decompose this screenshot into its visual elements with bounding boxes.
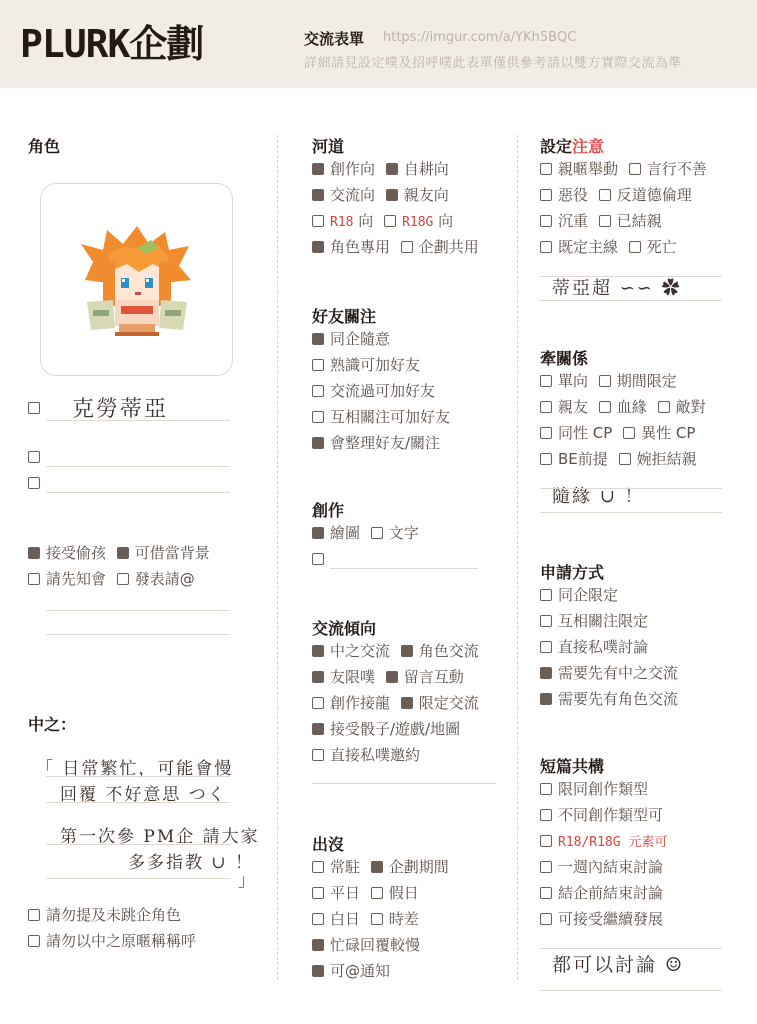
header-band — [0, 0, 757, 88]
short-option-0[interactable]: 限同創作類型 — [540, 778, 648, 800]
settings-option[interactable]: 死亡 — [629, 238, 677, 256]
friends-option-2[interactable]: 交流過可加好友 — [312, 380, 435, 402]
settings-row-0 — [540, 158, 713, 180]
settings-line-2 — [540, 300, 722, 301]
tendency-option[interactable]: 角色交流 — [401, 642, 479, 660]
short-title: 短篇共構 — [540, 757, 605, 776]
character-avatar — [41, 184, 232, 375]
checkbox-icon — [540, 215, 552, 227]
role-option-1[interactable]: 可借當背景 — [117, 544, 210, 562]
appear-title: 出沒 — [312, 835, 345, 854]
checkbox-icon — [312, 527, 324, 539]
river-row-2 — [312, 210, 459, 232]
checkbox-icon — [117, 547, 129, 559]
plurk-logo: PLURK企劃 — [20, 22, 204, 66]
checkbox-icon — [312, 411, 324, 423]
checkbox-icon — [386, 671, 398, 683]
appear-option[interactable]: 企劃期間 — [371, 858, 449, 876]
player-note-line-2: 回覆 不好意思 つく — [60, 785, 227, 805]
apply-option-0[interactable]: 同企限定 — [540, 584, 618, 606]
checkbox-icon — [540, 615, 552, 627]
relations-option[interactable]: 敵對 — [658, 398, 706, 416]
short-line-1 — [540, 948, 722, 949]
checkbox-icon — [312, 385, 324, 397]
tendency-title: 交流傾向 — [312, 619, 377, 638]
checkbox-icon — [623, 427, 635, 439]
appear-option[interactable]: 假日 — [371, 884, 419, 902]
relations-option[interactable]: 單向 — [540, 372, 588, 390]
creation-blank-line[interactable] — [330, 568, 478, 569]
tendency-blank-line[interactable] — [312, 783, 496, 784]
role-name-line — [46, 420, 230, 421]
checkbox-icon — [371, 913, 383, 925]
creation-row — [312, 522, 425, 544]
settings-option[interactable]: 反道德倫理 — [599, 186, 692, 204]
relations-title: 牽關係 — [540, 349, 589, 368]
friends-option-3[interactable]: 互相關注可加好友 — [312, 406, 450, 428]
role-option-2[interactable]: 請先知會 — [28, 570, 106, 588]
appear-row-0 — [312, 856, 455, 878]
settings-option[interactable]: 惡役 — [540, 186, 588, 204]
checkbox-icon — [371, 887, 383, 899]
relations-option[interactable]: 親友 — [540, 398, 588, 416]
tendency-option[interactable]: 友限噗 — [312, 668, 375, 686]
checkbox-icon — [312, 697, 324, 709]
short-option-4[interactable]: 結企前結束討論 — [540, 882, 663, 904]
role-blank-checkbox-2[interactable] — [28, 477, 40, 489]
settings-option[interactable]: 既定主線 — [540, 238, 618, 256]
settings-option[interactable]: 親暱舉動 — [540, 160, 618, 178]
relations-row-3 — [540, 448, 703, 470]
checkbox-icon — [599, 375, 611, 387]
relations-option[interactable]: BE前提 — [540, 450, 608, 468]
checkbox-icon — [312, 333, 324, 345]
relations-option[interactable]: 婉拒結親 — [619, 450, 697, 468]
apply-option-2[interactable]: 直接私噗討論 — [540, 636, 648, 658]
column-divider-left — [277, 135, 278, 980]
checkbox-icon — [540, 809, 552, 821]
player-note-line-rule-3 — [46, 844, 230, 845]
checkbox-icon — [540, 693, 552, 705]
creation-blank-row — [312, 548, 330, 570]
checkbox-icon — [540, 783, 552, 795]
checkbox-icon — [540, 453, 552, 465]
checkbox-icon — [312, 913, 324, 925]
tendency-row-1 — [312, 666, 470, 688]
relations-handwritten-note: 隨緣 ∪ ！ — [552, 486, 645, 507]
settings-option[interactable]: 已結親 — [599, 212, 662, 230]
checkbox-icon — [540, 375, 552, 387]
checkbox-icon — [312, 749, 324, 761]
role-name-checkbox[interactable] — [28, 402, 40, 414]
relations-row-0 — [540, 370, 683, 392]
checkbox-icon — [28, 935, 40, 947]
checkbox-icon — [401, 697, 413, 709]
river-option[interactable]: 創作向 — [312, 160, 375, 178]
apply-option-3[interactable]: 需要先有中之交流 — [540, 662, 678, 684]
player-note-line-rule-2 — [46, 802, 230, 803]
checkbox-icon — [312, 939, 324, 951]
tendency-row-2 — [312, 692, 485, 714]
checkbox-icon — [312, 189, 324, 201]
settings-option[interactable]: 言行不善 — [629, 160, 707, 178]
checkbox-icon — [540, 887, 552, 899]
player-rule-0[interactable]: 請勿提及未跳企角色 — [28, 904, 181, 926]
river-row-1 — [312, 184, 455, 206]
role-options-row-1 — [28, 542, 216, 564]
player-note-close-quote: 」 — [238, 871, 257, 891]
creation-option[interactable]: 文字 — [371, 524, 419, 542]
relations-option[interactable]: 異性 CP — [623, 424, 695, 442]
appear-row-1 — [312, 882, 425, 904]
checkbox-icon — [540, 835, 552, 847]
checkbox-icon — [312, 359, 324, 371]
role-blank-checkbox-1[interactable] — [28, 451, 40, 463]
checkbox-icon — [28, 573, 40, 585]
short-option-3[interactable]: 一週內結束討論 — [540, 856, 663, 878]
apply-option-4[interactable]: 需要先有角色交流 — [540, 688, 678, 710]
role-blank-line-2[interactable] — [46, 492, 230, 493]
checkbox-icon — [658, 401, 670, 413]
checkbox-icon — [599, 189, 611, 201]
player-note-line-rule-4 — [46, 878, 230, 879]
player-rule-1[interactable]: 請勿以中之原暱稱稱呼 — [28, 930, 196, 952]
role-name-handwritten: 克勞蒂亞 — [72, 397, 169, 422]
checkbox-icon — [540, 913, 552, 925]
checkbox-icon — [28, 909, 40, 921]
relations-row-2 — [540, 422, 701, 444]
checkbox-icon — [401, 645, 413, 657]
checkbox-icon — [312, 437, 324, 449]
settings-handwritten-note: 蒂亞超 ∽∽ ✿ — [552, 278, 682, 299]
player-title: 中之： — [28, 715, 77, 734]
checkbox-icon — [312, 163, 324, 175]
checkbox-icon — [599, 215, 611, 227]
role-option-3[interactable]: 發表請@ — [117, 570, 195, 588]
tendency-row-0 — [312, 640, 485, 662]
creation-option[interactable]: 繪圖 — [312, 524, 360, 542]
tendency-option[interactable]: 限定交流 — [401, 694, 479, 712]
role-blank-row-1 — [28, 446, 46, 468]
settings-row-3 — [540, 236, 683, 258]
checkbox-icon — [540, 189, 552, 201]
relations-line-2 — [540, 512, 722, 513]
checkbox-icon — [540, 861, 552, 873]
role-note-line-2[interactable] — [46, 634, 230, 635]
river-row-0 — [312, 158, 455, 180]
sheet-note: 詳細請見設定噗及招呼噗此表單僅供參考請以雙方實際交流為準 — [304, 56, 683, 71]
checkbox-icon — [540, 427, 552, 439]
short-option-1[interactable]: 不同創作類型可 — [540, 804, 663, 826]
checkbox-icon — [312, 215, 324, 227]
river-option[interactable]: 交流向 — [312, 186, 375, 204]
friends-option-4[interactable]: 會整理好友/關注 — [312, 432, 440, 454]
appear-row-2 — [312, 908, 425, 930]
tendency-option[interactable]: 創作接龍 — [312, 694, 390, 712]
relations-option[interactable]: 期間限定 — [599, 372, 677, 390]
appear-option[interactable]: 時差 — [371, 910, 419, 928]
checkbox-icon — [312, 861, 324, 873]
river-option[interactable]: 角色專用 — [312, 238, 390, 256]
apply-option-1[interactable]: 互相關注限定 — [540, 610, 648, 632]
appear-option[interactable]: 白日 — [312, 910, 360, 928]
checkbox-icon — [629, 241, 641, 253]
apply-title: 申請方式 — [540, 563, 605, 582]
sheet-title: 交流表單 — [304, 30, 365, 48]
checkbox-icon — [540, 401, 552, 413]
settings-row-1 — [540, 184, 698, 206]
checkbox-icon — [540, 163, 552, 175]
settings-option[interactable]: 沉重 — [540, 212, 588, 230]
checkbox-icon — [384, 215, 396, 227]
settings-row-2 — [540, 210, 668, 232]
creation-title: 創作 — [312, 501, 345, 520]
checkbox-icon — [401, 241, 413, 253]
checkbox-icon — [629, 163, 641, 175]
relations-line-1 — [540, 488, 722, 489]
role-blank-line-1[interactable] — [46, 466, 230, 467]
role-blank-row-2 — [28, 472, 46, 494]
short-handwritten-note: 都可以討論 ☺ — [552, 954, 685, 976]
friends-option-0[interactable]: 同企隨意 — [312, 328, 390, 350]
appear-option-mention[interactable]: 可@通知 — [312, 960, 390, 982]
checkbox-icon — [312, 671, 324, 683]
tendency-option-dice[interactable]: 接受骰子/遊戲/地圖 — [312, 718, 460, 740]
checkbox-icon — [312, 887, 324, 899]
player-note-line-4: 多多指教 ∪ ！ — [128, 853, 255, 873]
tendency-option[interactable]: 中之交流 — [312, 642, 390, 660]
appear-option-busy[interactable]: 忙碌回覆較慢 — [312, 934, 420, 956]
role-name-row — [28, 397, 46, 419]
checkbox-icon — [386, 189, 398, 201]
checkbox-icon — [312, 723, 324, 735]
relations-option[interactable]: 同性 CP — [540, 424, 612, 442]
river-option[interactable]: R18 向 — [312, 212, 373, 230]
river-row-3 — [312, 236, 485, 258]
river-option[interactable]: 親友向 — [386, 186, 449, 204]
creation-blank-checkbox[interactable] — [312, 553, 324, 565]
short-option-5[interactable]: 可接受繼續發展 — [540, 908, 663, 930]
role-options-row-2 — [28, 568, 201, 590]
player-note-line-1: 「 日常繁忙，可能會慢 — [36, 759, 234, 779]
checkbox-icon — [28, 547, 40, 559]
checkbox-icon — [117, 573, 129, 585]
relations-option[interactable]: 血緣 — [599, 398, 647, 416]
river-option[interactable]: 自耕向 — [386, 160, 449, 178]
checkbox-icon — [540, 241, 552, 253]
checkbox-icon — [371, 861, 383, 873]
checkbox-icon — [540, 589, 552, 601]
checkbox-icon — [599, 401, 611, 413]
checkbox-icon — [371, 527, 383, 539]
checkbox-icon — [312, 241, 324, 253]
checkbox-icon — [312, 965, 324, 977]
settings-title: 設定注意 — [540, 137, 605, 156]
appear-option[interactable]: 常駐 — [312, 858, 360, 876]
checkbox-icon — [619, 453, 631, 465]
player-note-line-3: 第一次參 PM企 請大家 — [60, 827, 260, 847]
checkbox-icon — [312, 645, 324, 657]
checkbox-icon — [386, 163, 398, 175]
river-option[interactable]: R18G 向 — [384, 212, 453, 230]
relations-row-1 — [540, 396, 712, 418]
short-option-2[interactable]: R18/R18G 元素可 — [540, 830, 667, 852]
checkbox-icon — [540, 641, 552, 653]
player-note-line-rule-1 — [46, 776, 230, 777]
role-option-0[interactable]: 接受偷孩 — [28, 544, 106, 562]
friends-option-1[interactable]: 熟識可加好友 — [312, 354, 420, 376]
short-line-2 — [540, 990, 722, 991]
settings-line-1 — [540, 276, 722, 277]
role-title: 角色 — [28, 137, 61, 156]
friends-title: 好友關注 — [312, 307, 377, 326]
tendency-option[interactable]: 留言互動 — [386, 668, 464, 686]
river-title: 河道 — [312, 137, 345, 156]
checkbox-icon — [540, 667, 552, 679]
sheet-url[interactable]: https://imgur.com/a/YKh5BQC — [383, 30, 577, 45]
tendency-option-invite[interactable]: 直接私噗邀約 — [312, 744, 420, 766]
river-option[interactable]: 企劃共用 — [401, 238, 479, 256]
column-divider-right — [517, 135, 518, 980]
appear-option[interactable]: 平日 — [312, 884, 360, 902]
avatar-frame — [40, 183, 233, 376]
role-note-line-1[interactable] — [46, 610, 230, 611]
